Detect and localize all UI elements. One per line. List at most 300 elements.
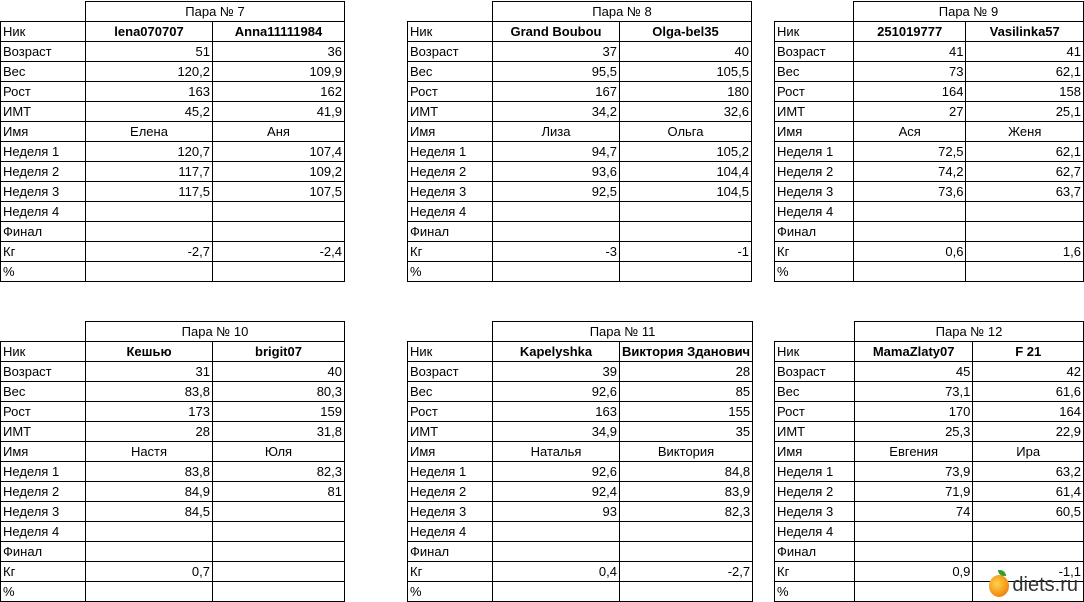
row-label-bmi[interactable]: ИМТ (408, 422, 493, 442)
table-row (1, 82, 345, 102)
final-cell[interactable] (493, 542, 620, 562)
bmi-cell[interactable]: 25,3 (854, 422, 972, 442)
table-row (775, 502, 1084, 522)
final-cell[interactable] (213, 542, 345, 562)
week3-cell[interactable]: 60,5 (973, 502, 1084, 522)
name-cell[interactable]: Аня (213, 122, 345, 142)
kg-cell[interactable]: 0,6 (853, 242, 966, 262)
week1-cell[interactable]: 63,2 (973, 462, 1084, 482)
kg-cell[interactable]: -2,4 (213, 242, 345, 262)
pct-cell[interactable] (213, 262, 345, 282)
kg-cell[interactable]: -2,7 (86, 242, 213, 262)
pct-cell[interactable] (853, 262, 966, 282)
table-row (408, 82, 752, 102)
weight-cell[interactable]: 105,5 (620, 62, 752, 82)
height-cell[interactable]: 162 (213, 82, 345, 102)
watermark-text: diets.ru (1012, 574, 1078, 596)
row-label-week3[interactable]: Неделя 3 (1, 502, 86, 522)
weight-cell[interactable]: 61,6 (973, 382, 1084, 402)
bmi-cell[interactable]: 45,2 (86, 102, 213, 122)
height-cell[interactable]: 159 (213, 402, 345, 422)
row-label-pct[interactable]: % (1, 582, 86, 602)
row-label-height[interactable]: Рост (775, 82, 854, 102)
week4-cell[interactable] (213, 522, 345, 542)
name-cell[interactable]: Елена (86, 122, 213, 142)
table-row (1, 262, 345, 282)
row-label-name[interactable]: Имя (775, 442, 855, 462)
row-label-pct[interactable]: % (775, 582, 855, 602)
row-label-height[interactable]: Рост (408, 82, 493, 102)
final-cell[interactable] (973, 542, 1084, 562)
row-label-weight[interactable]: Вес (408, 62, 493, 82)
nick-cell[interactable]: F 21 (973, 342, 1084, 362)
row-label-age[interactable]: Возраст (1, 362, 86, 382)
row-label-nick[interactable]: Ник (1, 22, 86, 42)
pct-cell[interactable] (493, 582, 620, 602)
bmi-cell[interactable]: 31,8 (213, 422, 345, 442)
row-label-nick[interactable]: Ник (1, 342, 86, 362)
table-row (775, 422, 1084, 442)
row-label-week4[interactable]: Неделя 4 (408, 522, 493, 542)
weight-cell[interactable]: 109,9 (213, 62, 345, 82)
table-row (775, 402, 1084, 422)
row-label-week2[interactable]: Неделя 2 (775, 482, 855, 502)
week3-cell[interactable] (213, 502, 345, 522)
row-label-week4[interactable]: Неделя 4 (1, 202, 86, 222)
week1-cell[interactable]: 94,7 (493, 142, 620, 162)
week1-cell[interactable]: 120,7 (86, 142, 213, 162)
table-row (1, 22, 345, 42)
row-label-bmi[interactable]: ИМТ (408, 102, 493, 122)
age-cell[interactable]: 28 (620, 362, 753, 382)
weight-cell[interactable]: 83,8 (86, 382, 213, 402)
week2-cell[interactable]: 93,6 (493, 162, 620, 182)
nick-cell[interactable]: brigit07 (213, 342, 345, 362)
row-label-week1[interactable]: Неделя 1 (1, 142, 86, 162)
week1-cell[interactable]: 83,8 (86, 462, 213, 482)
table-row (408, 522, 753, 542)
week4-cell[interactable] (86, 202, 213, 222)
week4-cell[interactable] (854, 522, 972, 542)
table-row (775, 242, 1084, 262)
bmi-cell[interactable]: 25,1 (966, 102, 1084, 122)
pct-cell[interactable] (86, 262, 213, 282)
week2-cell[interactable]: 71,9 (854, 482, 972, 502)
week1-cell[interactable]: 72,5 (853, 142, 966, 162)
row-label-name[interactable]: Имя (408, 442, 493, 462)
row-label-height[interactable]: Рост (1, 402, 86, 422)
row-label-week2[interactable]: Неделя 2 (775, 162, 854, 182)
row-label-kg[interactable]: Кг (408, 242, 493, 262)
pct-cell[interactable] (966, 262, 1084, 282)
final-cell[interactable] (854, 542, 972, 562)
height-cell[interactable]: 164 (853, 82, 966, 102)
row-label-week2[interactable]: Неделя 2 (1, 162, 86, 182)
age-cell[interactable]: 41 (853, 42, 966, 62)
nick-cell[interactable]: Anna11111984 (213, 22, 345, 42)
name-cell[interactable]: Женя (966, 122, 1084, 142)
height-cell[interactable]: 163 (493, 402, 620, 422)
height-cell[interactable]: 163 (86, 82, 213, 102)
table-row (408, 22, 752, 42)
weight-cell[interactable]: 120,2 (86, 62, 213, 82)
pct-cell[interactable] (86, 582, 213, 602)
week2-cell[interactable]: 74,2 (853, 162, 966, 182)
table-row (1, 462, 345, 482)
row-label-nick[interactable]: Ник (775, 342, 855, 362)
table-row (1, 222, 345, 242)
week1-cell[interactable]: 82,3 (213, 462, 345, 482)
row-label-bmi[interactable]: ИМТ (1, 422, 86, 442)
table-row (1, 122, 345, 142)
table-row (775, 442, 1084, 462)
row-label-week3[interactable]: Неделя 3 (775, 502, 855, 522)
week1-cell[interactable]: 107,4 (213, 142, 345, 162)
week4-cell[interactable] (493, 202, 620, 222)
pct-cell[interactable] (620, 262, 752, 282)
row-label-final[interactable]: Финал (1, 542, 86, 562)
row-label-bmi[interactable]: ИМТ (775, 102, 854, 122)
row-label-week1[interactable]: Неделя 1 (1, 462, 86, 482)
weight-cell[interactable]: 62,1 (966, 62, 1084, 82)
table-row (408, 482, 753, 502)
week2-cell[interactable]: 109,2 (213, 162, 345, 182)
kg-cell[interactable]: 0,7 (86, 562, 213, 582)
row-label-final[interactable]: Финал (775, 542, 855, 562)
kg-cell[interactable]: -1,1 (973, 562, 1084, 582)
row-label-kg[interactable]: Кг (408, 562, 493, 582)
table-row (1, 202, 345, 222)
bmi-cell[interactable]: 34,9 (493, 422, 620, 442)
table-row (408, 542, 753, 562)
row-label-height[interactable]: Рост (1, 82, 86, 102)
table-row (408, 462, 753, 482)
row-label-final[interactable]: Финал (408, 542, 493, 562)
pct-cell[interactable] (854, 582, 972, 602)
row-label-kg[interactable]: Кг (1, 242, 86, 262)
table-row (408, 422, 753, 442)
weight-cell[interactable]: 80,3 (213, 382, 345, 402)
height-cell[interactable]: 180 (620, 82, 752, 102)
height-cell[interactable]: 167 (493, 82, 620, 102)
week3-cell[interactable]: 84,5 (86, 502, 213, 522)
week4-cell[interactable] (86, 522, 213, 542)
age-cell[interactable]: 41 (966, 42, 1084, 62)
bmi-cell[interactable]: 34,2 (493, 102, 620, 122)
table-row (775, 262, 1084, 282)
weight-cell[interactable]: 95,5 (493, 62, 620, 82)
week2-cell[interactable]: 117,7 (86, 162, 213, 182)
kg-cell[interactable]: -3 (493, 242, 620, 262)
table-row (1, 482, 345, 502)
row-label-nick[interactable]: Ник (408, 342, 493, 362)
week1-cell[interactable]: 92,6 (493, 462, 620, 482)
weight-cell[interactable]: 85 (620, 382, 753, 402)
table-row (1, 442, 345, 462)
height-cell[interactable]: 158 (966, 82, 1084, 102)
week4-cell[interactable] (620, 202, 752, 222)
table-row (408, 62, 752, 82)
weight-cell[interactable]: 73 (853, 62, 966, 82)
table-row (1, 162, 345, 182)
empty-cell[interactable] (408, 2, 493, 22)
bmi-cell[interactable]: 32,6 (620, 102, 752, 122)
final-cell[interactable] (86, 542, 213, 562)
row-label-height[interactable]: Рост (408, 402, 493, 422)
week1-cell[interactable]: 105,2 (620, 142, 752, 162)
row-label-height[interactable]: Рост (775, 402, 855, 422)
table-row (408, 122, 752, 142)
table-row (1, 62, 345, 82)
week4-cell[interactable] (973, 522, 1084, 542)
pair-title[interactable]: Пара № 10 (86, 322, 345, 342)
table-row (775, 382, 1084, 402)
week2-cell[interactable]: 92,4 (493, 482, 620, 502)
pct-cell[interactable] (493, 262, 620, 282)
name-cell[interactable]: Евгения (854, 442, 972, 462)
name-cell[interactable]: Виктория (620, 442, 753, 462)
row-label-name[interactable]: Имя (1, 122, 86, 142)
table-row (408, 222, 752, 242)
table-row (775, 202, 1084, 222)
row-label-week4[interactable]: Неделя 4 (775, 522, 855, 542)
name-cell[interactable]: Наталья (493, 442, 620, 462)
age-cell[interactable]: 45 (854, 362, 972, 382)
row-label-week3[interactable]: Неделя 3 (1, 182, 86, 202)
table-row (408, 42, 752, 62)
kg-cell[interactable]: -1 (620, 242, 752, 262)
table-row (1, 402, 345, 422)
week3-cell[interactable]: 117,5 (86, 182, 213, 202)
age-cell[interactable]: 42 (973, 362, 1084, 382)
row-label-week4[interactable]: Неделя 4 (775, 202, 854, 222)
week3-cell[interactable]: 73,6 (853, 182, 966, 202)
kg-cell[interactable] (213, 562, 345, 582)
table-row (408, 502, 753, 522)
name-cell[interactable]: Юля (213, 442, 345, 462)
bmi-cell[interactable]: 22,9 (973, 422, 1084, 442)
nick-cell[interactable]: Кешью (86, 342, 213, 362)
table-row (775, 122, 1084, 142)
kg-cell[interactable]: 0,4 (493, 562, 620, 582)
row-label-pct[interactable]: % (1, 262, 86, 282)
table-row (775, 222, 1084, 242)
week2-cell[interactable]: 83,9 (620, 482, 753, 502)
bmi-cell[interactable]: 27 (853, 102, 966, 122)
bmi-cell[interactable]: 35 (620, 422, 753, 442)
pct-cell[interactable] (213, 582, 345, 602)
table-row (1, 562, 345, 582)
row-label-kg[interactable]: Кг (775, 242, 854, 262)
bmi-cell[interactable]: 28 (86, 422, 213, 442)
week4-cell[interactable] (620, 522, 753, 542)
height-cell[interactable]: 155 (620, 402, 753, 422)
final-cell[interactable] (620, 222, 752, 242)
height-cell[interactable]: 173 (86, 402, 213, 422)
row-label-week3[interactable]: Неделя 3 (408, 502, 493, 522)
row-label-week1[interactable]: Неделя 1 (775, 462, 855, 482)
name-cell[interactable]: Ася (853, 122, 966, 142)
table-row (1, 522, 345, 542)
row-label-final[interactable]: Финал (1, 222, 86, 242)
row-label-week2[interactable]: Неделя 2 (408, 162, 493, 182)
table-row (1, 42, 345, 62)
table-row (408, 202, 752, 222)
row-label-kg[interactable]: Кг (775, 562, 855, 582)
row-label-week2[interactable]: Неделя 2 (1, 482, 86, 502)
final-cell[interactable] (966, 222, 1084, 242)
empty-cell[interactable] (408, 322, 493, 342)
row-label-week1[interactable]: Неделя 1 (775, 142, 854, 162)
pair-title[interactable]: Пара № 12 (854, 322, 1083, 342)
pair-title[interactable]: Пара № 9 (853, 2, 1083, 22)
row-label-week3[interactable]: Неделя 3 (408, 182, 493, 202)
row-label-weight[interactable]: Вес (775, 62, 854, 82)
table-row (408, 562, 753, 582)
final-cell[interactable] (620, 542, 753, 562)
row-label-week4[interactable]: Неделя 4 (408, 202, 493, 222)
row-label-age[interactable]: Возраст (408, 362, 493, 382)
nick-cell[interactable]: lena070707 (86, 22, 213, 42)
row-label-nick[interactable]: Ник (775, 22, 854, 42)
row-label-week1[interactable]: Неделя 1 (408, 462, 493, 482)
table-row (775, 482, 1084, 502)
kg-cell[interactable]: 0,9 (854, 562, 972, 582)
nick-cell[interactable]: Kapelyshka (493, 342, 620, 362)
row-label-week4[interactable]: Неделя 4 (1, 522, 86, 542)
week2-cell[interactable]: 84,9 (86, 482, 213, 502)
nick-cell[interactable]: 251019777 (853, 22, 966, 42)
week2-cell[interactable]: 104,4 (620, 162, 752, 182)
age-cell[interactable]: 51 (86, 42, 213, 62)
nick-cell[interactable]: Olga-bel35 (620, 22, 752, 42)
week1-cell[interactable]: 84,8 (620, 462, 753, 482)
name-cell[interactable]: Ольга (620, 122, 752, 142)
name-cell[interactable]: Настя (86, 442, 213, 462)
row-label-name[interactable]: Имя (775, 122, 854, 142)
weight-cell[interactable]: 73,1 (854, 382, 972, 402)
empty-cell[interactable] (1, 322, 86, 342)
row-label-pct[interactable]: % (408, 262, 493, 282)
final-cell[interactable] (86, 222, 213, 242)
height-cell[interactable]: 164 (973, 402, 1084, 422)
row-label-weight[interactable]: Вес (1, 382, 86, 402)
row-label-age[interactable]: Возраст (408, 42, 493, 62)
name-cell[interactable]: Ира (973, 442, 1084, 462)
week1-cell[interactable]: 73,9 (854, 462, 972, 482)
final-cell[interactable] (853, 222, 966, 242)
table-row (1, 342, 345, 362)
week3-cell[interactable]: 82,3 (620, 502, 753, 522)
nick-cell[interactable]: Виктория Зданович (620, 342, 753, 362)
age-cell[interactable]: 36 (213, 42, 345, 62)
row-label-final[interactable]: Финал (775, 222, 854, 242)
week4-cell[interactable] (213, 202, 345, 222)
row-label-pct[interactable]: % (775, 262, 854, 282)
age-cell[interactable]: 39 (493, 362, 620, 382)
week4-cell[interactable] (493, 522, 620, 542)
bmi-cell[interactable]: 41,9 (213, 102, 345, 122)
pct-cell[interactable] (620, 582, 753, 602)
age-cell[interactable]: 40 (213, 362, 345, 382)
empty-cell[interactable] (775, 2, 854, 22)
week2-cell[interactable]: 62,7 (966, 162, 1084, 182)
table-row (408, 242, 752, 262)
final-cell[interactable] (213, 222, 345, 242)
pair-title[interactable]: Пара № 11 (493, 322, 753, 342)
table-row (408, 162, 752, 182)
week3-cell[interactable]: 107,5 (213, 182, 345, 202)
row-label-final[interactable]: Финал (408, 222, 493, 242)
kg-cell[interactable]: -2,7 (620, 562, 753, 582)
week2-cell[interactable]: 61,4 (973, 482, 1084, 502)
row-label-nick[interactable]: Ник (408, 22, 493, 42)
week2-cell[interactable]: 81 (213, 482, 345, 502)
week4-cell[interactable] (966, 202, 1084, 222)
row-label-age[interactable]: Возраст (1, 42, 86, 62)
row-label-age[interactable]: Возраст (775, 42, 854, 62)
age-cell[interactable]: 40 (620, 42, 752, 62)
row-label-weight[interactable]: Вес (775, 382, 855, 402)
row-label-weight[interactable]: Вес (1, 62, 86, 82)
kg-cell[interactable]: 1,6 (966, 242, 1084, 262)
row-label-age[interactable]: Возраст (775, 362, 855, 382)
nick-cell[interactable]: Vasilinka57 (966, 22, 1084, 42)
table-row (408, 102, 752, 122)
row-label-week2[interactable]: Неделя 2 (408, 482, 493, 502)
age-cell[interactable]: 31 (86, 362, 213, 382)
pair-title[interactable]: Пара № 8 (493, 2, 752, 22)
row-label-kg[interactable]: Кг (1, 562, 86, 582)
name-cell[interactable]: Лиза (493, 122, 620, 142)
row-label-name[interactable]: Имя (1, 442, 86, 462)
row-label-pct[interactable]: % (408, 582, 493, 602)
row-label-weight[interactable]: Вес (408, 382, 493, 402)
apple-icon (989, 575, 1009, 597)
week3-cell[interactable]: 74 (854, 502, 972, 522)
row-label-week3[interactable]: Неделя 3 (775, 182, 854, 202)
final-cell[interactable] (493, 222, 620, 242)
nick-cell[interactable]: MamaZlaty07 (854, 342, 972, 362)
age-cell[interactable]: 37 (493, 42, 620, 62)
empty-cell[interactable] (1, 2, 86, 22)
table-row (408, 382, 753, 402)
week4-cell[interactable] (853, 202, 966, 222)
row-label-name[interactable]: Имя (408, 122, 493, 142)
nick-cell[interactable]: Grand Boubou (493, 22, 620, 42)
table-row (1, 502, 345, 522)
table-row (408, 142, 752, 162)
row-label-bmi[interactable]: ИМТ (775, 422, 855, 442)
pair-title[interactable]: Пара № 7 (86, 2, 345, 22)
week1-cell[interactable]: 62,1 (966, 142, 1084, 162)
week3-cell[interactable]: 63,7 (966, 182, 1084, 202)
week3-cell[interactable]: 92,5 (493, 182, 620, 202)
row-label-week1[interactable]: Неделя 1 (408, 142, 493, 162)
height-cell[interactable]: 170 (854, 402, 972, 422)
table-row (775, 342, 1084, 362)
empty-cell[interactable] (775, 322, 855, 342)
row-label-bmi[interactable]: ИМТ (1, 102, 86, 122)
table-row (775, 522, 1084, 542)
table-row (408, 442, 753, 462)
table-row (1, 362, 345, 382)
week3-cell[interactable]: 93 (493, 502, 620, 522)
weight-cell[interactable]: 92,6 (493, 382, 620, 402)
table-row (775, 362, 1084, 382)
table-row (1, 382, 345, 402)
week3-cell[interactable]: 104,5 (620, 182, 752, 202)
